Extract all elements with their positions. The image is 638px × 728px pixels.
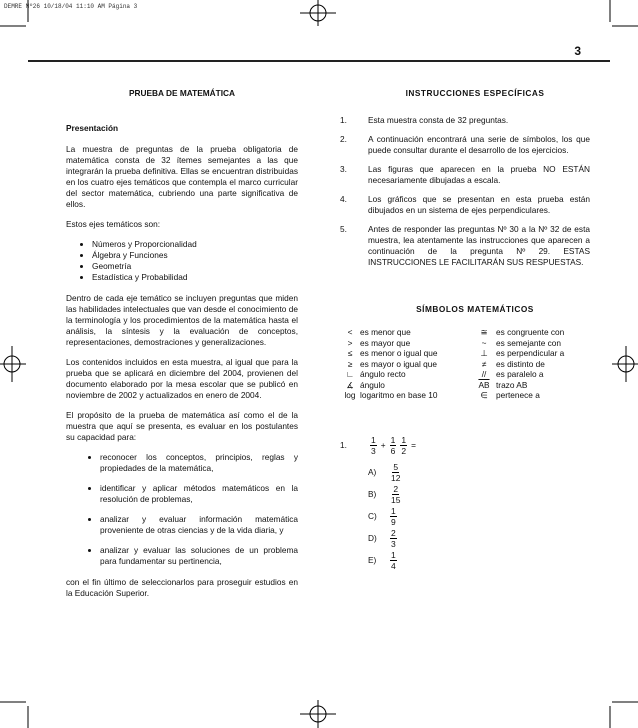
symbol: $\overline{AB}$ [478, 379, 490, 390]
symbol: ≠ [481, 358, 487, 369]
fraction: $\frac{1}{3}$ [371, 434, 376, 456]
fraction: $\frac{1}{2}$ [401, 434, 407, 456]
fraction: $\frac{2}{15}$ [391, 484, 401, 505]
plus-sign: + [380, 439, 386, 450]
presentation-heading: Presentación [66, 123, 119, 133]
symbols-title: SÍMBOLOS MATEMÁTICOS [416, 304, 534, 314]
instruction-item: 1. Esta muestra consta de 32 preguntas. [340, 115, 509, 125]
symbol-desc: es paralelo a [496, 369, 544, 379]
fraction: $\frac{1}{6}$ [390, 434, 396, 456]
symbol: < [347, 327, 353, 337]
page-number: 3 [574, 44, 581, 58]
fraction: $\frac{5}{12}$ [391, 462, 401, 483]
symbol-desc: ángulo [360, 379, 385, 390]
fraction: $\frac{2}{3}$ [391, 528, 396, 549]
symbol-desc: es menor o igual que [360, 348, 438, 358]
paragraph: Estos ejes temáticos son: [66, 219, 161, 229]
option-d[interactable]: D) $\frac{2}{3}$ [368, 528, 396, 549]
option-a[interactable]: A) $\frac{5}{12}$ [368, 462, 401, 483]
paragraph: Dentro de cada eje temático se incluyen preguntas que miden las habilidades intelectuales que van desde el conocimiento de la terminología y los procedimientos de la matemática hasta el análisis, la síntesis y la evaluación de conceptos, representaciones, demostraciones y generalizaciones. [66, 293, 298, 347]
symbol: ∈ [480, 390, 488, 400]
option-c[interactable]: C) $\frac{1}{9}$ [368, 506, 396, 527]
left-column [66, 88, 298, 608]
instruction-item: 4. Los gráficos que se presentan en esta prueba están dibujados en un sistema de ejes perpendiculares. [340, 194, 590, 215]
section-title: PRUEBA DE MATEMÁTICA [128, 88, 235, 98]
right-column [340, 88, 590, 572]
instruction-item: 3. Las figuras que aparecen en la prueba NO ESTÁN necesariamente dibujadas a escala. [340, 164, 590, 185]
question-1 [340, 435, 590, 572]
symbol-desc: es semejante con [496, 337, 562, 348]
instructions-title: INSTRUCCIONES ESPECÍFICAS [405, 88, 545, 98]
ejes-list [66, 239, 298, 283]
list-item: • Geometría [92, 261, 298, 272]
list-item: • reconocer los conceptos, principios, reglas y propiedades de la matemática, [100, 452, 298, 474]
list-item: • analizar y evaluar información matemática proveniente de otras ciencias y de la vida diaria, y [100, 514, 298, 536]
paragraph: Los contenidos incluidos en esta muestra, al igual que para la prueba que se aplicará en diciembre del 2004, provienen del documento elaborado por la mesa escolar que se publicó en noviembre de 2002 y actualizados en enero de 2004. [66, 357, 298, 400]
symbol: > [347, 337, 353, 348]
symbol-desc: pertenece a [496, 390, 540, 400]
capacidades-list [66, 452, 298, 567]
header-rule [28, 60, 610, 62]
symbol: ≅ [480, 327, 488, 337]
symbol-desc: es mayor que [360, 337, 411, 348]
symbol-desc: es mayor o igual que [360, 358, 438, 369]
symbol: ∡ [346, 379, 354, 390]
symbol: ≥ [347, 358, 353, 369]
symbol-desc: logaritmo en base 10 [360, 390, 438, 400]
paragraph: La muestra de preguntas de la prueba obligatoria de matemática consta de 32 ítemes semejantes a las que integrarán la prueba definitiva. Ellas se encuentran distribuidas en los cuatro ejes temáticos que contempla el marco curricular del sector matemática, cubriendo una parte significativa de ellos. [66, 144, 298, 209]
symbol: ~ [481, 337, 487, 348]
list-item: • Álgebra y Funciones [92, 250, 298, 261]
symbol-desc: es perpendicular a [496, 348, 565, 358]
list-item: • Números y Proporcionalidad [92, 239, 298, 250]
symbols-table [340, 327, 590, 401]
symbol-desc: es congruente con [496, 327, 565, 337]
fraction: $\frac{1}{9}$ [391, 506, 396, 527]
list-item: • Estadística y Probabilidad [92, 272, 298, 283]
instruction-item: 5. Antes de responder las preguntas Nº 30 a la Nº 32 de esta muestra, lea atentamente las instrucciones que aparecen a continuación de la pregunta Nº 29. ESTAS INSTRUCCIONES LE FACILITARÁN SUS RESPUESTAS. [340, 224, 590, 267]
symbol-desc: ángulo recto [360, 369, 406, 379]
symbol: ⊥ [480, 348, 488, 358]
symbol: log [344, 390, 356, 400]
symbol-desc: es distinto de [496, 358, 545, 369]
print-stamp: DEMRE Nº26 10/18/04 11:10 AM Página 3 [4, 3, 138, 10]
fraction: $\frac{1}{4}$ [391, 550, 396, 571]
symbol-desc: trazo AB [496, 379, 528, 390]
instruction-item: 2. A continuación encontrará una serie de símbolos, los que puede consultar durante el desarrollo de los ejercicios. [340, 134, 590, 155]
list-item: • analizar y evaluar las soluciones de un problema para fundamentar su pertinencia, [100, 545, 298, 567]
symbol: ≤ [347, 348, 353, 358]
paragraph: El propósito de la prueba de matemática así como el de la muestra que aquí se presenta, es evaluar en los postulantes su capacidad para: [66, 410, 298, 442]
equals-sign: = [411, 439, 416, 450]
option-e[interactable]: E) $\frac{1}{4}$ [368, 550, 396, 571]
symbol: // [481, 369, 487, 379]
answer-options [368, 462, 590, 572]
symbol-desc: es menor que [360, 327, 411, 337]
question-number: 1. [340, 439, 347, 450]
option-b[interactable]: B) $\frac{2}{15}$ [368, 484, 401, 505]
list-item: • identificar y aplicar métodos matemáticos en la resolución de problemas, [100, 483, 298, 505]
paragraph: con el fin último de seleccionarlos para proseguir estudios en la Educación Superior. [66, 577, 298, 598]
symbol: ∟ [345, 369, 355, 379]
